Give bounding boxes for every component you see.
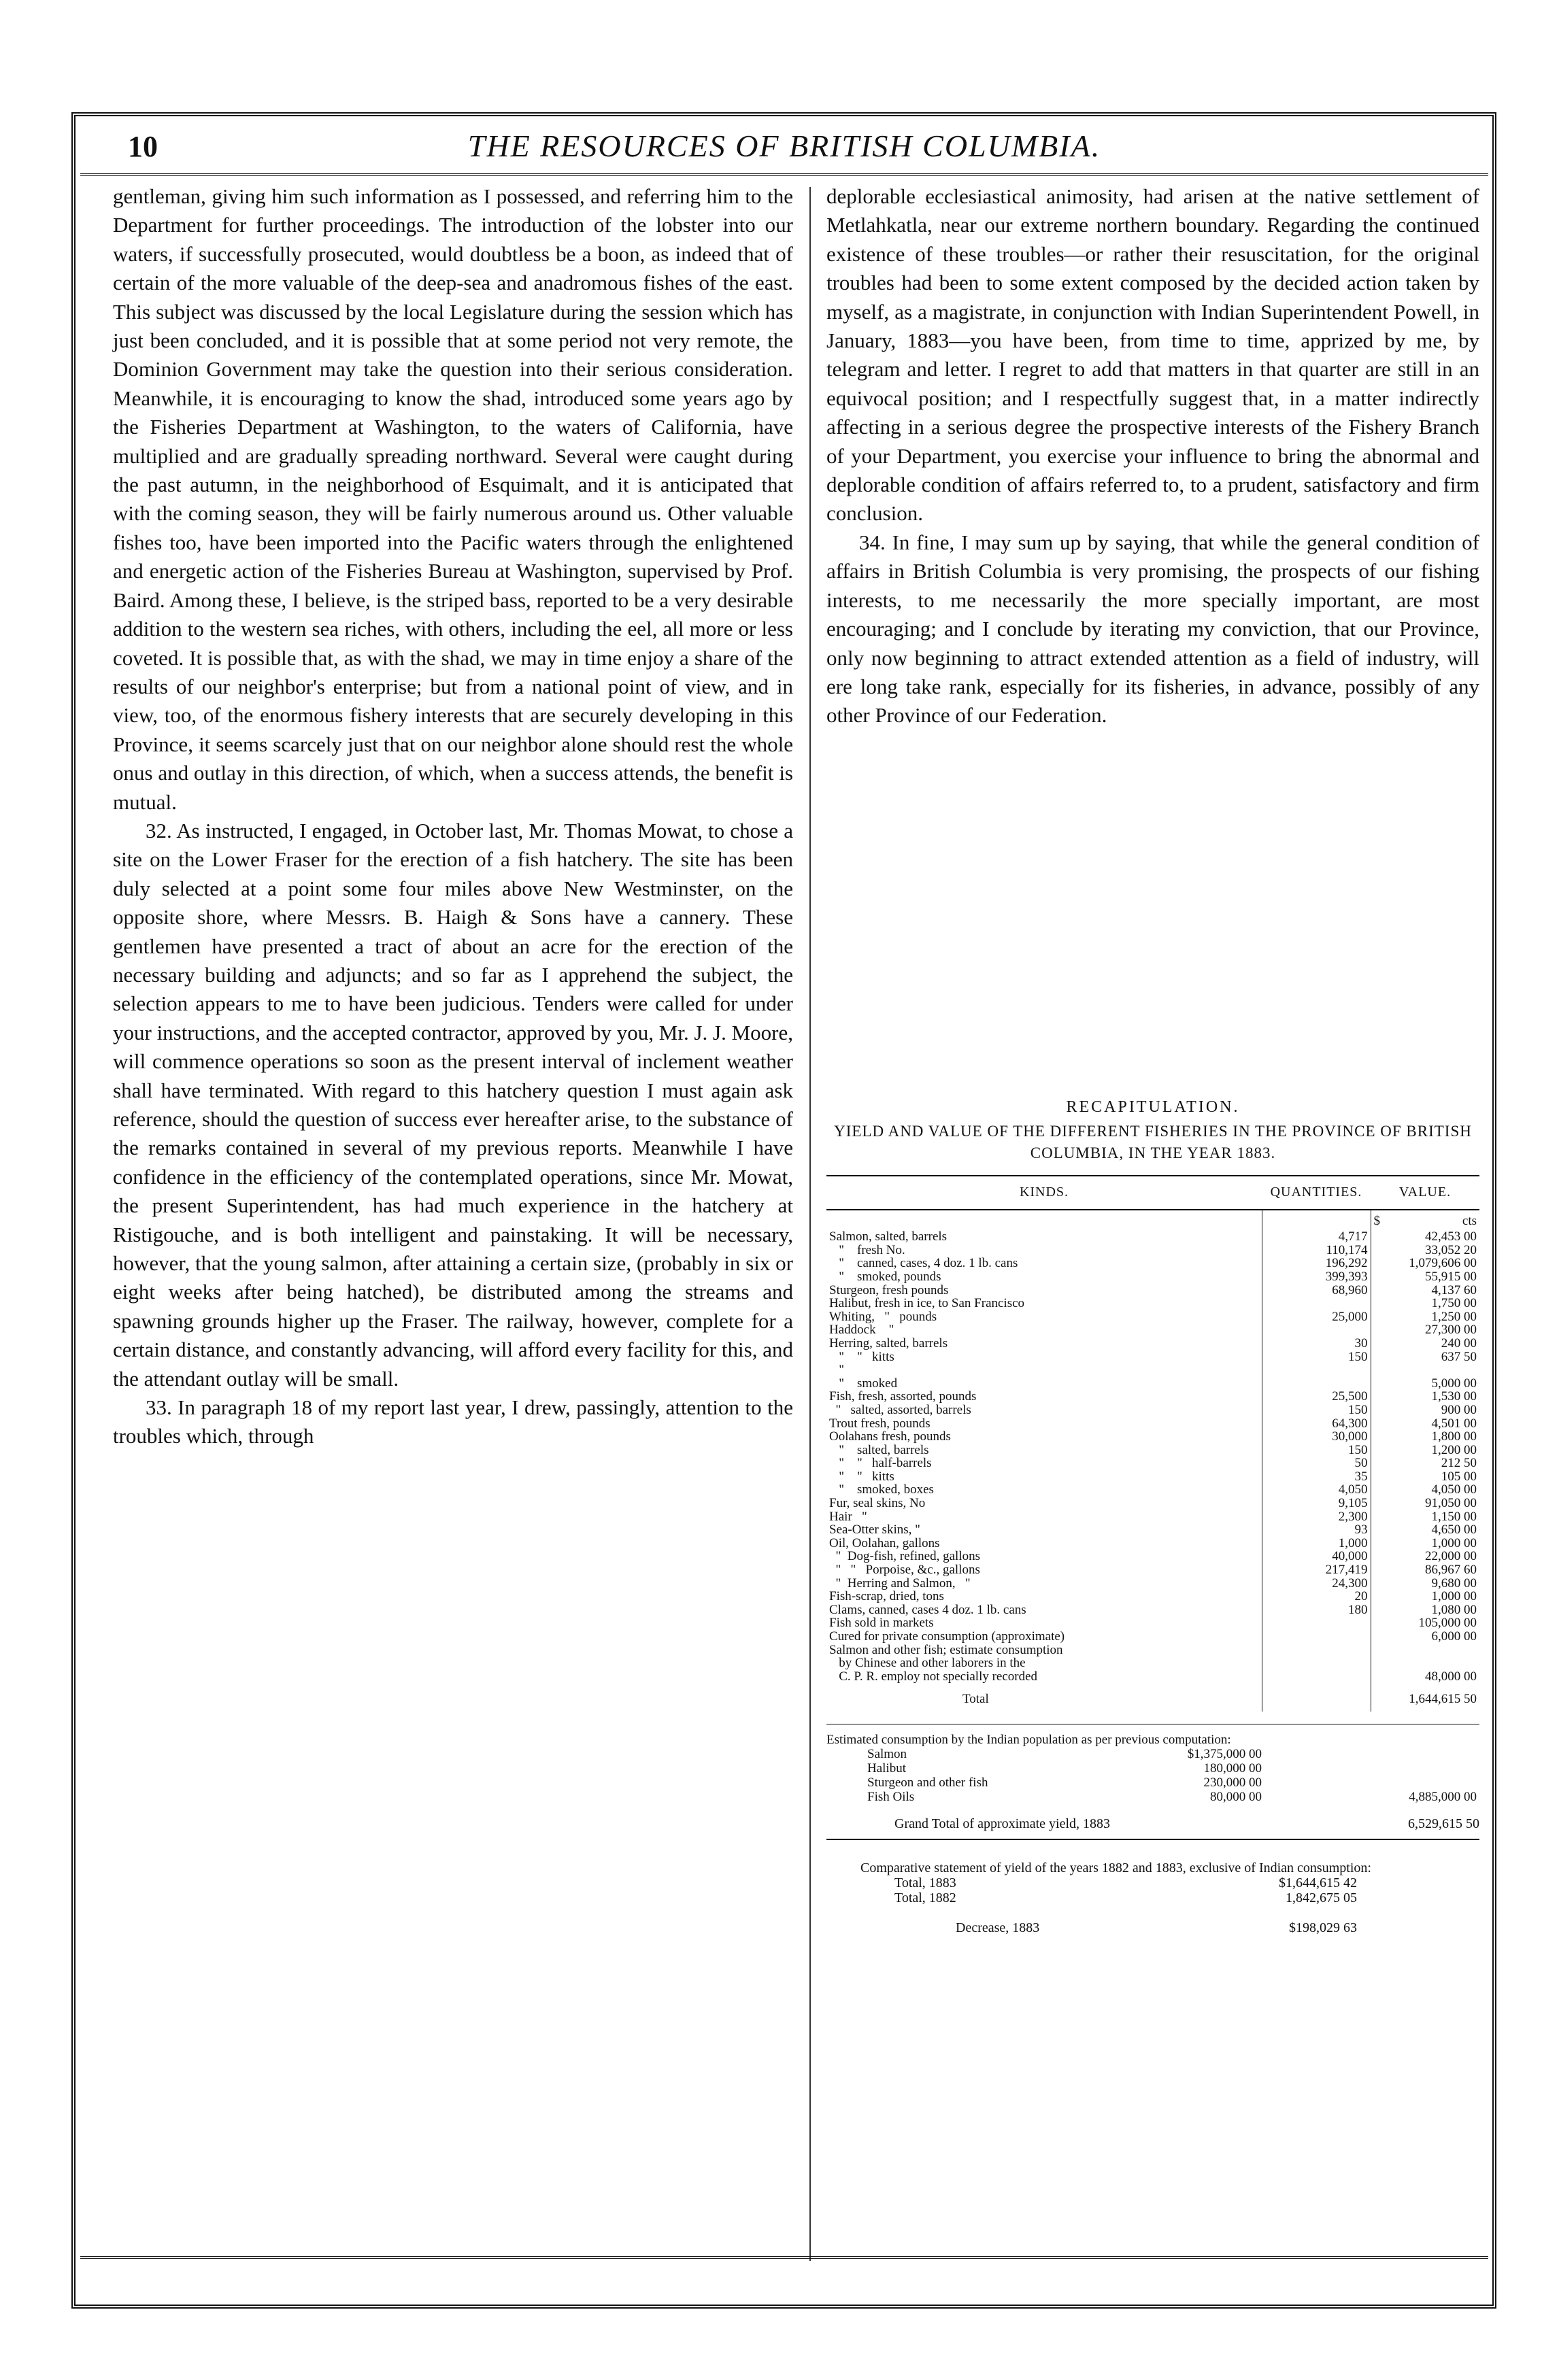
decrease-row	[860, 1920, 1479, 1935]
estimated-label: Sturgeon and other fish	[867, 1775, 988, 1790]
table-row	[826, 1523, 1479, 1537]
table-row	[826, 1404, 1479, 1417]
recapitulation	[826, 1098, 1479, 1935]
table-row	[826, 1550, 1479, 1563]
cell-val: 33,052 20	[1425, 1243, 1477, 1257]
column-divider	[809, 187, 811, 2261]
table-row	[826, 1656, 1479, 1670]
grand-total-label: Grand Total of approximate yield, 1883	[894, 1816, 1111, 1831]
cell-kind: " smoked	[826, 1377, 1262, 1391]
cents-unit: cts	[1462, 1213, 1477, 1228]
page-header	[80, 124, 1488, 171]
cell-kind: " smoked, pounds	[826, 1270, 1262, 1284]
total-value: 1,644,615 50	[1409, 1692, 1477, 1707]
cell-qty: 150	[1262, 1444, 1371, 1457]
estimated-consumption	[826, 1724, 1479, 1804]
cell-qty: 25,500	[1262, 1390, 1371, 1404]
table-row	[826, 1230, 1479, 1244]
cell-kind: Fish, fresh, assorted, pounds	[826, 1390, 1262, 1404]
cell-qty: 64,300	[1262, 1417, 1371, 1431]
comparative-statement	[826, 1860, 1479, 1935]
table-row	[826, 1510, 1479, 1524]
cell-kind: " " half-barrels	[826, 1457, 1262, 1470]
cell-kind: Whiting, " pounds	[826, 1310, 1262, 1324]
cell-kind: Hair "	[826, 1510, 1262, 1524]
cell-kind: " " kitts	[826, 1350, 1262, 1364]
cell-val: 1,200 00	[1431, 1443, 1477, 1457]
cell-val: 637 50	[1441, 1350, 1477, 1364]
cell-kind: " Herring and Salmon, "	[826, 1577, 1262, 1591]
cell-kind: " salted, assorted, barrels	[826, 1404, 1262, 1417]
table-row	[826, 1497, 1479, 1510]
paragraph-32: 32. As instructed, I engaged, in October last, Mr. Thomas Mowat, to chose a site on the Lower Fraser for the erection of a fish hatchery. The site has been duly selected at a point some four miles above New Westminster, on the opposite shore, where Messrs. B. Haigh & Sons have a cannery. These gentlemen have presented a tract of about an acre for the erection of the necessary building and adjuncts; and so far as I apprehend the subject, the selection appears to me to have been judicious. Tenders were called for under your instructions, and the accepted contractor, approved by you, Mr. J. J. Moore, will commence operations so soon as the present interval of inclement weather shall have terminated. With regard to this hatchery question I must again ask reference, should the question of success ever hereafter arise, to the substance of the remarks contained in several of my previous reports. Meanwhile I have confidence in the efficiency of the contemplated operations, since Mr. Mowat, the present Superintendent, has had much experience in the hatchery at Ristigouche, and is both intelligent and painstaking. It will be necessary, however, that the young salmon, after attaining a certain size, (probably in six or eight weeks after being hatched), be distributed among the streams and spawning grounds higher up the Fraser. The railway, however, complete for a certain distance, and constantly advancing, will afford every facility for this, and the attendant outlay will be small.	[113, 818, 793, 1391]
cell-qty: 24,300	[1262, 1577, 1371, 1591]
cell-val: 1,000 00	[1431, 1536, 1477, 1550]
total-row	[826, 1683, 1479, 1712]
cell-val: 22,000 00	[1425, 1550, 1477, 1564]
cell-val: 4,650 00	[1431, 1523, 1477, 1537]
cell-kind: Oolahans fresh, pounds	[826, 1430, 1262, 1444]
cell-val	[1371, 1656, 1479, 1670]
cell-qty: 68,960	[1262, 1284, 1371, 1297]
cell-kind: Fish sold in markets	[826, 1616, 1262, 1630]
bottom-rule	[80, 2256, 1488, 2259]
comparative-heading: Comparative statement of yield of the years 1882 and 1883, exclusive of Indian consumption:	[860, 1860, 1371, 1875]
cell-kind: Salmon, salted, barrels	[826, 1230, 1262, 1244]
header-quantities: QUANTITIES.	[1262, 1176, 1371, 1210]
cell-qty: 150	[1262, 1350, 1371, 1364]
cell-qty: 50	[1262, 1457, 1371, 1470]
table-row	[826, 1377, 1479, 1391]
cell-kind: Halibut, fresh in ice, to San Francisco	[826, 1297, 1262, 1310]
estimated-heading: Estimated consumption by the Indian population as per previous computation:	[826, 1732, 1231, 1747]
estimated-amount: 180,000 00	[1203, 1761, 1262, 1775]
table-row	[826, 1457, 1479, 1470]
table-row	[826, 1563, 1479, 1577]
cell-val	[1371, 1363, 1479, 1377]
cell-qty: 40,000	[1262, 1550, 1371, 1563]
table-row	[826, 1630, 1479, 1644]
cell-qty: 25,000	[1262, 1310, 1371, 1324]
estimated-amount: $1,375,000 00	[1187, 1746, 1262, 1761]
comparative-row	[860, 1890, 1479, 1905]
cell-val	[1371, 1644, 1479, 1657]
header-value: VALUE.	[1371, 1176, 1479, 1210]
cell-kind: Salmon and other fish; estimate consumption	[826, 1644, 1262, 1657]
cell-kind: Sturgeon, fresh pounds	[826, 1284, 1262, 1297]
cell-val: 1,250 00	[1431, 1310, 1477, 1324]
cell-qty: 30,000	[1262, 1430, 1371, 1444]
cell-kind: " " Porpoise, &c., gallons	[826, 1563, 1262, 1577]
cell-val: 105,000 00	[1418, 1616, 1477, 1630]
cell-val: 1,000 00	[1431, 1590, 1477, 1603]
cell-val: 86,967 60	[1425, 1563, 1477, 1577]
cell-val: 1,079,606 00	[1409, 1257, 1477, 1270]
table-row	[826, 1616, 1479, 1630]
header-kinds: KINDS.	[826, 1176, 1262, 1210]
paragraph-left-1: gentleman, giving him such information as I possessed, and referring him to the Department for further proceedings. The introduction of the lobster into our waters, if successfully prosecuted, would doubtless be a boon, as indeed that of certain of the more valuable of the deep-sea and anadromous fishes of the east. This subject was discussed by the local Legislature during the session which has just been concluded, and it is possible that at some period not very remote, the Dominion Government may take the question into their serious consideration. Meanwhile, it is encouraging to know the shad, introduced some years ago by the Fisheries Department at Washington, to the waters of California, have multiplied and are gradually spreading northward. Several were caught during the past autumn, in the neighborhood of Esquimalt, and it is anticipated that with the coming season, they will be fairly numerous around us. Other valuable fishes too, have been imported into the Pacific waters through the enlightened and energetic action of the Fisheries Bureau at Washington, supervised by Prof. Baird. Among these, I believe, is the striped bass, reported to be a very desirable addition to the western sea riches, with others, including the eel, all more or less coveted. It is possible that, as with the shad, we may in time enjoy a share of the results of our neighbor's enterprise; but from a national point of view, and in view, too, of the enormous fishery interests that are securely developing in this Province, it seems scarcely just that on our neighbor alone should rest the whole onus and outlay in this direction, of which, when a success attends, the benefit is mutual.	[113, 184, 793, 814]
cell-kind: Fish-scrap, dried, tons	[826, 1590, 1262, 1603]
comparative-label: Total, 1883	[894, 1875, 956, 1890]
cell-kind: Sea-Otter skins, "	[826, 1523, 1262, 1537]
estimated-amount: 230,000 00	[1203, 1775, 1262, 1790]
cell-qty	[1262, 1297, 1371, 1310]
cell-qty: 1,000	[1262, 1537, 1371, 1550]
cell-kind: " Dog-fish, refined, gallons	[826, 1550, 1262, 1563]
cell-val: 5,000 00	[1431, 1376, 1477, 1391]
cell-qty	[1262, 1644, 1371, 1657]
fisheries-table	[826, 1175, 1479, 1712]
table-row	[826, 1337, 1479, 1350]
cell-kind: Fur, seal skins, No	[826, 1497, 1262, 1510]
cell-qty: 93	[1262, 1523, 1371, 1537]
cell-val: 6,000 00	[1431, 1630, 1477, 1644]
decrease-label: Decrease, 1883	[956, 1920, 1040, 1935]
right-column	[826, 182, 1479, 730]
page-number: 10	[128, 130, 158, 163]
cell-kind: " fresh No.	[826, 1244, 1262, 1257]
left-column	[113, 182, 793, 1451]
cell-qty	[1262, 1656, 1371, 1670]
cell-kind: Oil, Oolahan, gallons	[826, 1537, 1262, 1550]
table-row	[826, 1417, 1479, 1431]
table-row	[826, 1644, 1479, 1657]
cell-kind: Clams, canned, cases 4 doz. 1 lb. cans	[826, 1603, 1262, 1617]
header-rule	[80, 173, 1488, 176]
comparative-amount: $1,644,615 42	[1279, 1875, 1357, 1890]
estimated-row	[826, 1790, 1479, 1804]
cell-val: 1,800 00	[1431, 1430, 1477, 1444]
cell-qty	[1262, 1323, 1371, 1337]
table-row	[826, 1284, 1479, 1297]
cell-qty	[1262, 1630, 1371, 1644]
cell-val: 9,680 00	[1431, 1576, 1477, 1591]
table-row	[826, 1470, 1479, 1484]
paragraph-right-1: deplorable ecclesiastical animosity, had arisen at the native settlement of Metlahkatla, near our extreme northern boundary. Regarding the continued existence of these troubles—or rather their resuscitation, for the original troubles had been to some extent composed by the decided action taken by myself, as a magistrate, in conjunction with Indian Superintendent Powell, in January, 1883—you have been, from time to time, apprized by me, by telegram and letter. I regret to add that matters in that quarter are still in an equivocal position; and I respectfully suggest that, in a matter indirectly affecting in a serious degree the prospective interests of the Fishery Branch of your Department, you exercise your influence to bring the abnormal and deplorable condition of affairs referred to, to a prudent, satisfactory and firm conclusion.	[826, 184, 1479, 526]
cell-val: 1,150 00	[1431, 1510, 1477, 1524]
table-row	[826, 1430, 1479, 1444]
table-row	[826, 1363, 1479, 1377]
table-row	[826, 1323, 1479, 1337]
cell-val: 4,050 00	[1431, 1483, 1477, 1497]
cell-val: 48,000 00	[1425, 1669, 1477, 1684]
cell-val: 105 00	[1441, 1469, 1477, 1484]
cell-val: 212 50	[1441, 1457, 1477, 1470]
running-title: THE RESOURCES OF BRITISH COLUMBIA.	[467, 129, 1101, 163]
comparative-label: Total, 1882	[894, 1890, 956, 1905]
estimated-label: Salmon	[867, 1746, 907, 1761]
cell-kind: by Chinese and other laborers in the	[826, 1656, 1262, 1670]
cell-qty: 150	[1262, 1404, 1371, 1417]
table-row	[826, 1444, 1479, 1457]
table-row	[826, 1590, 1479, 1603]
cell-val: 900 00	[1441, 1403, 1477, 1417]
estimated-label: Fish Oils	[867, 1789, 915, 1804]
cell-qty	[1262, 1363, 1371, 1377]
paragraph-34: 34. In fine, I may sum up by saying, that while the general condition of affairs in British Columbia is very promising, the prospects of our fishing interests, to me necessarily the more specially important, are most encouraging; and I conclude by iterating my conviction, that our Province, only now beginning to attract extended attention as a field of industry, will ere long take rank, especially for its fisheries, in advance, possibly of any other Province of our Federation.	[826, 530, 1479, 728]
cell-qty	[1262, 1670, 1371, 1684]
cell-qty: 2,300	[1262, 1510, 1371, 1524]
cell-qty: 217,419	[1262, 1563, 1371, 1577]
cell-qty: 399,393	[1262, 1270, 1371, 1284]
grand-total-row	[826, 1816, 1479, 1840]
estimated-row	[826, 1775, 1479, 1790]
cell-val: 1,530 00	[1431, 1390, 1477, 1404]
cell-kind: " " kitts	[826, 1470, 1262, 1484]
table-row	[826, 1310, 1479, 1324]
total-label: Total	[826, 1683, 1262, 1712]
cell-qty: 20	[1262, 1590, 1371, 1603]
cell-kind: Herring, salted, barrels	[826, 1337, 1262, 1350]
table-row	[826, 1270, 1479, 1284]
cell-qty: 180	[1262, 1603, 1371, 1617]
paragraph-33: 33. In paragraph 18 of my report last year, I drew, passingly, attention to the troubles which, through	[113, 1395, 793, 1448]
cell-qty: 30	[1262, 1337, 1371, 1350]
estimated-total: 4,885,000 00	[1409, 1789, 1477, 1804]
table-row	[826, 1670, 1479, 1684]
cell-qty: 4,050	[1262, 1483, 1371, 1497]
decrease-value: $198,029 63	[1289, 1920, 1357, 1935]
table-row	[826, 1297, 1479, 1310]
cell-kind: " canned, cases, 4 doz. 1 lb. cans	[826, 1257, 1262, 1270]
table-row	[826, 1483, 1479, 1497]
cell-kind: "	[826, 1363, 1262, 1377]
cell-kind: Trout fresh, pounds	[826, 1417, 1262, 1431]
cell-kind: Haddock "	[826, 1323, 1262, 1337]
cell-val: 42,453 00	[1425, 1230, 1477, 1244]
table-row	[826, 1537, 1479, 1550]
cell-kind: " smoked, boxes	[826, 1483, 1262, 1497]
cell-kind: " salted, barrels	[826, 1444, 1262, 1457]
table-row	[826, 1350, 1479, 1364]
estimated-row	[826, 1747, 1479, 1761]
cell-qty	[1262, 1377, 1371, 1391]
table-row	[826, 1257, 1479, 1270]
estimated-row	[826, 1761, 1479, 1775]
cell-val: 4,137 60	[1431, 1283, 1477, 1297]
table-row	[826, 1244, 1479, 1257]
cell-qty: 35	[1262, 1470, 1371, 1484]
cell-val: 91,050 00	[1425, 1497, 1477, 1510]
cell-val: 55,915 00	[1425, 1270, 1477, 1284]
cell-kind: Cured for private consumption (approximate)	[826, 1630, 1262, 1644]
recap-subtitle: YIELD AND VALUE OF THE DIFFERENT FISHERIES IN THE PROVINCE OF BRITISH COLUMBIA, IN THE YEAR 1883.	[834, 1123, 1472, 1161]
comparative-amount: 1,842,675 05	[1286, 1890, 1357, 1905]
table-row	[826, 1603, 1479, 1617]
units-row	[826, 1210, 1479, 1231]
cell-qty: 4,717	[1262, 1230, 1371, 1244]
table-row	[826, 1577, 1479, 1591]
cell-val: 27,300 00	[1425, 1323, 1477, 1337]
grand-total-value: 6,529,615 50	[1408, 1816, 1479, 1831]
table-row	[826, 1390, 1479, 1404]
comparative-row	[860, 1875, 1479, 1890]
dollar-unit: $	[1373, 1213, 1380, 1228]
cell-qty	[1262, 1616, 1371, 1630]
cell-val: 240 00	[1441, 1336, 1477, 1350]
cell-qty: 110,174	[1262, 1244, 1371, 1257]
estimated-label: Halibut	[867, 1761, 906, 1775]
estimated-amount: 80,000 00	[1210, 1789, 1262, 1804]
recap-title: RECAPITULATION.	[1066, 1098, 1240, 1116]
cell-qty: 9,105	[1262, 1497, 1371, 1510]
cell-val: 4,501 00	[1431, 1416, 1477, 1431]
cell-val: 1,750 00	[1431, 1297, 1477, 1310]
cell-val: 1,080 00	[1431, 1603, 1477, 1617]
cell-qty: 196,292	[1262, 1257, 1371, 1270]
cell-kind: C. P. R. employ not specially recorded	[826, 1670, 1262, 1684]
